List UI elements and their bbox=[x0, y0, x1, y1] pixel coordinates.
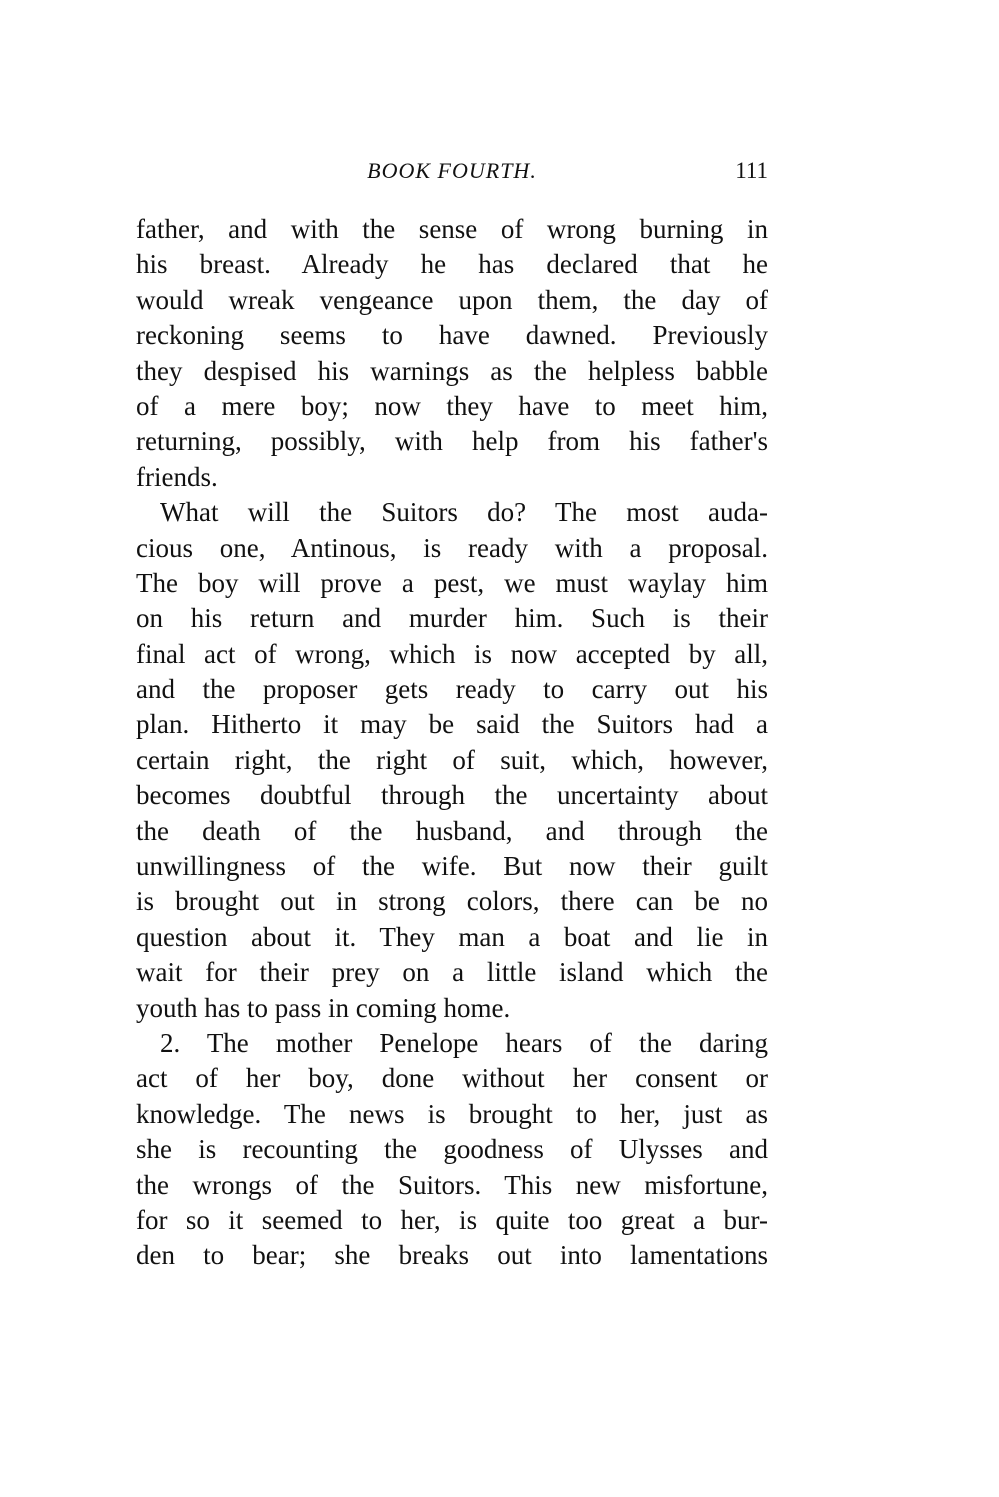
text-line: the death of the husband, and through the bbox=[136, 815, 768, 846]
text-line: they despised his warnings as the helpless babble bbox=[136, 355, 768, 386]
text-line: wait for their prey on a little island which the bbox=[136, 957, 768, 988]
text-line: father, and with the sense of wrong burning in bbox=[136, 214, 768, 244]
text-line: friends. bbox=[136, 461, 218, 492]
text-line: of a mere boy; now they have to meet him, bbox=[136, 390, 768, 421]
text-line: would wreak vengeance upon them, the day of bbox=[136, 284, 768, 315]
text-line: reckoning seems to have dawned. Previously bbox=[136, 320, 768, 351]
text-line: knowledge. The news is brought to her, just as bbox=[136, 1098, 768, 1129]
body-text bbox=[136, 212, 768, 1274]
text-line: for so it seemed to her, is quite too great a bur- bbox=[136, 1204, 768, 1235]
text-line: unwillingness of the wife. But now their guilt bbox=[136, 851, 768, 882]
text-line: on his return and murder him. Such is their bbox=[136, 603, 768, 634]
running-title: BOOK FOURTH. bbox=[367, 158, 537, 183]
text-line: What will the Suitors do? The most auda- bbox=[160, 497, 768, 528]
page-number: 111 bbox=[735, 158, 768, 183]
text-line: the wrongs of the Suitors. This new misfortune, bbox=[136, 1169, 768, 1200]
text-line: plan. Hitherto it may be said the Suitors had a bbox=[136, 709, 768, 740]
text-line: act of her boy, done without her consent or bbox=[136, 1063, 768, 1094]
running-head bbox=[136, 158, 768, 192]
text-line: returning, possibly, with help from his father's bbox=[136, 426, 768, 457]
text-line: is brought out in strong colors, there can be no bbox=[136, 886, 768, 917]
text-line: becomes doubtful through the uncertainty about bbox=[136, 780, 768, 811]
text-line: she is recounting the goodness of Ulysses and bbox=[136, 1134, 768, 1165]
text-line: question about it. They man a boat and lie in bbox=[136, 921, 768, 952]
text-line: cious one, Antinous, is ready with a proposal. bbox=[136, 532, 768, 563]
text-line: certain right, the right of suit, which, however, bbox=[136, 744, 768, 775]
text-line: 2. The mother Penelope hears of the daring bbox=[160, 1027, 768, 1058]
text-line: The boy will prove a pest, we must waylay him bbox=[136, 567, 768, 598]
text-line: youth has to pass in coming home. bbox=[136, 992, 511, 1023]
text-line: den to bear; she breaks out into lamentations bbox=[136, 1240, 768, 1271]
text-line: his breast. Already he has declared that he bbox=[136, 249, 768, 280]
text-line: final act of wrong, which is now accepted by all, bbox=[136, 638, 768, 669]
text-line: and the proposer gets ready to carry out his bbox=[136, 674, 768, 705]
